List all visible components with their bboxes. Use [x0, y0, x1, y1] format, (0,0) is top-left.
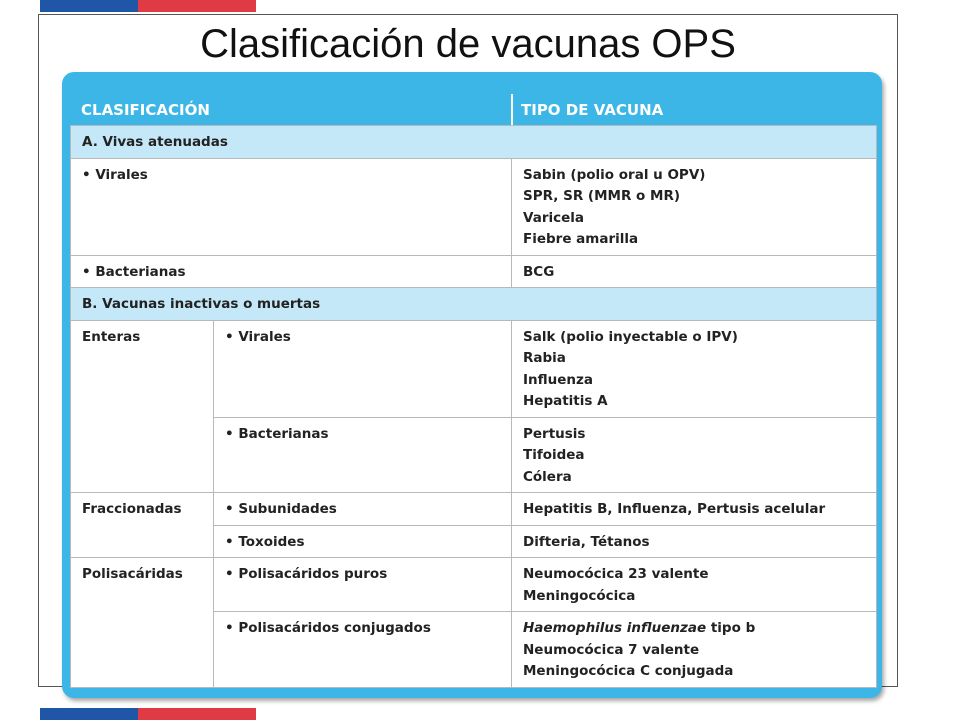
- vaccine-name: SPR, SR (MMR o MR): [523, 188, 681, 204]
- category-label: • Virales: [82, 167, 148, 183]
- top-blue-bar: [40, 0, 138, 12]
- group-label: Fraccionadas: [82, 501, 182, 517]
- top-red-bar: [138, 0, 256, 12]
- section-row-a: [71, 126, 877, 159]
- category-cell: [214, 417, 512, 493]
- category-cell: [214, 493, 512, 526]
- header-divider: [511, 94, 513, 126]
- vaccine-cell: [512, 493, 877, 526]
- table-row: [71, 255, 877, 288]
- category-label: • Polisacáridos puros: [225, 566, 387, 582]
- vaccine-cell: [512, 320, 877, 417]
- group-cell: [71, 558, 214, 688]
- vaccine-name: Hepatitis B, Influenza, Pertusis acelular: [523, 501, 826, 517]
- vaccine-name: Salk (polio inyectable o IPV): [523, 328, 738, 345]
- vaccine-cell: [512, 525, 877, 558]
- vaccine-name: Hepatitis A: [523, 393, 608, 409]
- category-label: • Bacterianas: [225, 426, 329, 442]
- category-cell: [214, 525, 512, 558]
- category-cell: [71, 255, 512, 288]
- vaccine-name: Pertusis: [523, 425, 586, 442]
- vaccine-cell: [512, 417, 877, 493]
- category-cell: [214, 320, 512, 417]
- vaccine-name: Meningocócica: [523, 587, 636, 604]
- vaccine-name: Varicela: [523, 209, 585, 226]
- group-label: Polisacáridas: [82, 566, 183, 582]
- section-row-b: [71, 288, 877, 321]
- hib-rest: tipo b: [706, 620, 756, 636]
- section-a-label: A. Vivas atenuadas: [71, 126, 877, 159]
- group-label: Enteras: [82, 328, 141, 345]
- group-cell: [71, 320, 214, 493]
- vaccine-cell: [512, 158, 877, 255]
- category-label: • Subunidades: [225, 501, 337, 517]
- slide-title: Clasificación de vacunas OPS: [200, 22, 736, 66]
- table-row: [71, 158, 877, 255]
- vaccine-classification-table: [70, 125, 877, 688]
- table-row: [71, 320, 877, 417]
- vaccine-name: Meningocócica C conjugada: [523, 663, 734, 679]
- vaccine-name: BCG: [523, 263, 555, 280]
- category-label: • Bacterianas: [82, 264, 186, 280]
- category-label: • Polisacáridos conjugados: [225, 620, 431, 636]
- table-row: [71, 558, 877, 612]
- bottom-blue-bar: [40, 708, 138, 720]
- vaccine-name: Neumocócica 23 valente: [523, 566, 709, 582]
- vaccine-cell: [512, 255, 877, 288]
- table-row: [71, 493, 877, 526]
- group-cell: [71, 493, 214, 558]
- header-vaccine-type: TIPO DE VACUNA: [521, 101, 664, 119]
- vaccine-name: Cólera: [523, 468, 572, 485]
- category-label: • Toxoides: [225, 534, 305, 550]
- vaccine-cell: [512, 612, 877, 688]
- vaccine-cell: [512, 558, 877, 612]
- category-label: • Virales: [225, 329, 291, 345]
- section-b-label: B. Vacunas inactivas o muertas: [71, 288, 877, 321]
- vaccine-name: [523, 618, 866, 640]
- vaccine-name: Fiebre amarilla: [523, 231, 639, 247]
- vaccine-name: Sabin (polio oral u OPV): [523, 166, 706, 183]
- category-cell: [214, 612, 512, 688]
- vaccine-name: Rabia: [523, 350, 566, 366]
- vaccine-name: Difteria, Tétanos: [523, 533, 650, 550]
- category-cell: [71, 158, 512, 255]
- vaccine-name: Neumocócica 7 valente: [523, 641, 700, 658]
- header-classification: CLASIFICACIÓN: [81, 101, 210, 119]
- hib-italic: Haemophilus influenzae: [523, 620, 707, 636]
- category-cell: [214, 558, 512, 612]
- bottom-red-bar: [138, 708, 256, 720]
- vaccine-name: Influenza: [523, 371, 593, 388]
- vaccine-name: Tifoidea: [523, 447, 585, 463]
